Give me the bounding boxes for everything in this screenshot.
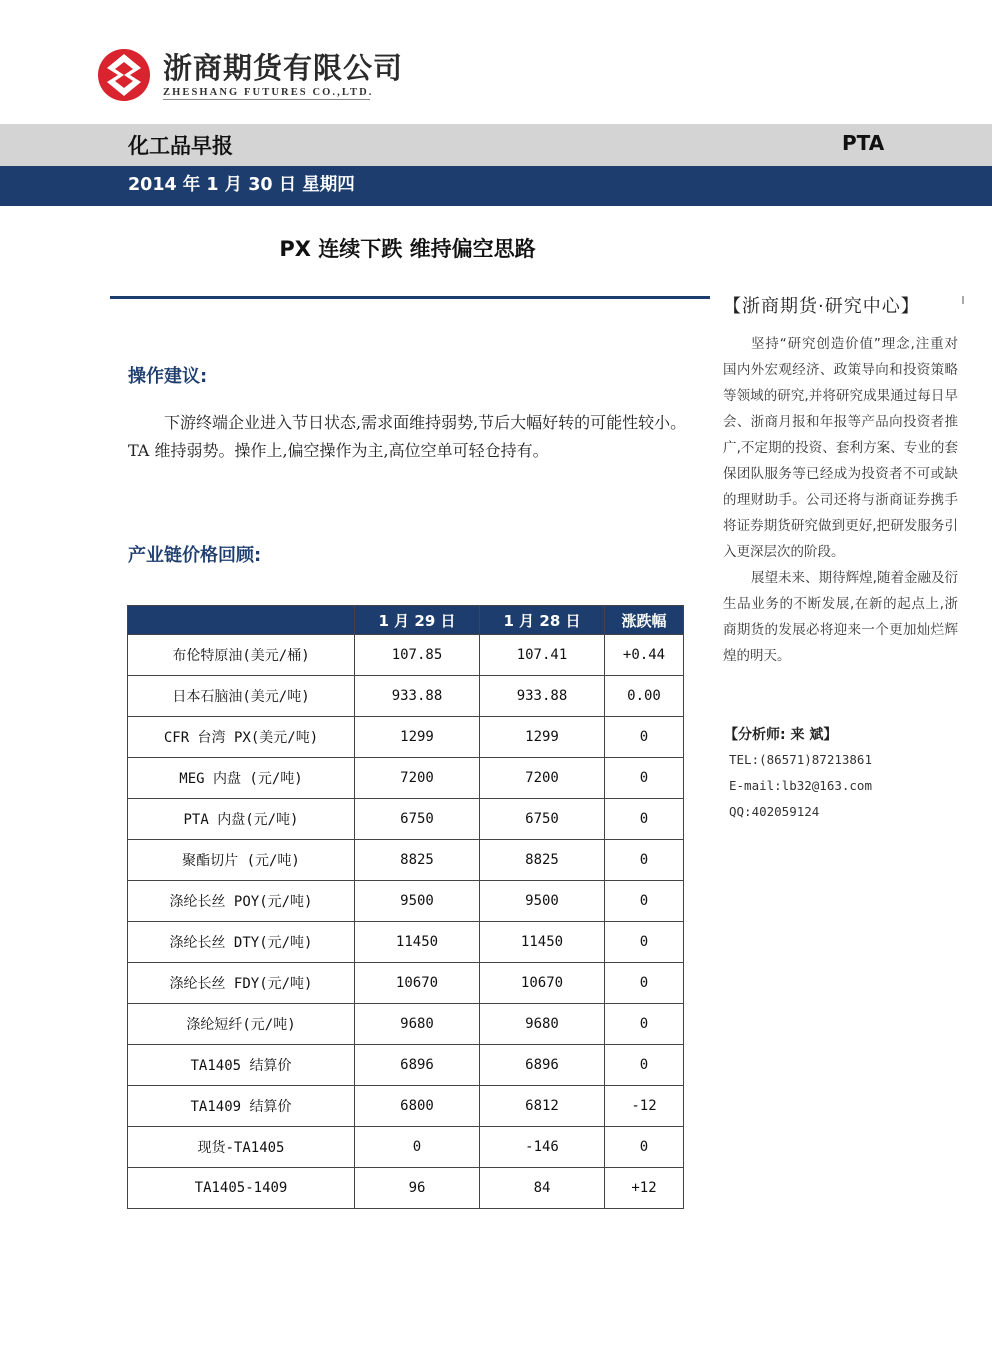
table-row [128, 1086, 684, 1127]
item-cell: 涤纶长丝 POY(元/吨) [128, 881, 355, 922]
jan29-cell: 7200 [355, 758, 480, 799]
table-row [128, 635, 684, 676]
table-row [128, 799, 684, 840]
change-cell: 0.00 [605, 676, 684, 717]
item-cell: 日本石脑油(美元/吨) [128, 676, 355, 717]
sidebar-mark [962, 296, 964, 304]
price-table [127, 605, 684, 1209]
change-cell: 0 [605, 799, 684, 840]
jan29-cell: 6800 [355, 1086, 480, 1127]
jan28-cell: 6812 [480, 1086, 605, 1127]
jan28-cell: 1299 [480, 717, 605, 758]
jan29-cell: 0 [355, 1127, 480, 1168]
header-cell-change: 涨跌幅 [605, 606, 684, 635]
jan28-cell: 7200 [480, 758, 605, 799]
jan29-cell: 96 [355, 1168, 480, 1209]
research-center-para2: 展望未来、期待辉煌,随着金融及衍生品业务的不断发展,在新的起点上,浙商期货的发展必将迎来一个更加灿烂辉煌的明天。 [723, 570, 958, 664]
table-row [128, 963, 684, 1004]
change-cell: +0.44 [605, 635, 684, 676]
report-type: 化工品早报 [128, 134, 233, 158]
jan28-cell: -146 [480, 1127, 605, 1168]
header-cell-jan29: 1 月 29 日 [355, 606, 480, 635]
jan28-cell: 84 [480, 1168, 605, 1209]
table-row [128, 1168, 684, 1209]
table-row [128, 922, 684, 963]
change-cell: 0 [605, 881, 684, 922]
item-cell: 涤纶长丝 FDY(元/吨) [128, 963, 355, 1004]
item-cell: TA1409 结算价 [128, 1086, 355, 1127]
brand-underline [163, 99, 370, 100]
jan29-cell: 8825 [355, 840, 480, 881]
jan29-cell: 6896 [355, 1045, 480, 1086]
zheshang-futures-logo-icon [97, 48, 151, 102]
change-cell: 0 [605, 1004, 684, 1045]
jan28-cell: 933.88 [480, 676, 605, 717]
jan29-cell: 10670 [355, 963, 480, 1004]
jan28-cell: 6750 [480, 799, 605, 840]
jan29-cell: 933.88 [355, 676, 480, 717]
jan28-cell: 8825 [480, 840, 605, 881]
jan28-cell: 107.41 [480, 635, 605, 676]
item-cell: 现货-TA1405 [128, 1127, 355, 1168]
price-review-heading: 产业链价格回顾: [128, 545, 262, 566]
report-title: PX 连续下跌 维持偏空思路 [279, 237, 536, 261]
analyst-name: 【分析师: 来 斌】 [724, 727, 838, 743]
research-center-para1: 坚持“研究创造价值”理念,注重对国内外宏观经济、政策导向和投资策略等领域的研究,并将研究成果通过每日早会、浙商月报和年报等产品向投资者推广,不定期的投资、套利方案、专业的套保团队服务等已经成为投资者不可或缺的理财助手。公司还将与浙商证券携手将证券期货研究做到更好,把研发服务引入更深层次的阶段。 [723, 336, 958, 560]
jan29-cell: 11450 [355, 922, 480, 963]
title-divider [110, 296, 710, 299]
jan28-cell: 10670 [480, 963, 605, 1004]
report-date: 2014 年 1 月 30 日 星期四 [128, 175, 355, 195]
advice-heading: 操作建议: [128, 366, 208, 387]
jan28-cell: 11450 [480, 922, 605, 963]
analyst-tel: TEL:(86571)87213861 [729, 752, 872, 767]
change-cell: 0 [605, 922, 684, 963]
analyst-qq: QQ:402059124 [729, 804, 820, 819]
jan29-cell: 9680 [355, 1004, 480, 1045]
table-row [128, 758, 684, 799]
item-cell: 聚酯切片 (元/吨) [128, 840, 355, 881]
table-row [128, 1004, 684, 1045]
product-name: PTA [842, 131, 885, 155]
item-cell: 布伦特原油(美元/桶) [128, 635, 355, 676]
research-center-title: 【浙商期货·研究中心】 [723, 296, 920, 317]
jan29-cell: 9500 [355, 881, 480, 922]
jan28-cell: 6896 [480, 1045, 605, 1086]
analyst-email: E-mail:lb32@163.com [729, 778, 872, 793]
change-cell: 0 [605, 1045, 684, 1086]
jan28-cell: 9500 [480, 881, 605, 922]
item-cell: 涤纶长丝 DTY(元/吨) [128, 922, 355, 963]
table-row [128, 1045, 684, 1086]
advice-text: 下游终端企业进入节日状态,需求面维持弱势,节后大幅好转的可能性较小。TA 维持弱势。操作上,偏空操作为主,高位空单可轻仓持有。 [128, 413, 687, 460]
jan28-cell: 9680 [480, 1004, 605, 1045]
research-center-description [723, 331, 958, 669]
change-cell: 0 [605, 963, 684, 1004]
change-cell: 0 [605, 758, 684, 799]
change-cell: +12 [605, 1168, 684, 1209]
table-header-row [128, 606, 684, 635]
table-row [128, 1127, 684, 1168]
change-cell: -12 [605, 1086, 684, 1127]
item-cell: TA1405 结算价 [128, 1045, 355, 1086]
table-row [128, 717, 684, 758]
table-row [128, 840, 684, 881]
item-cell: 涤纶短纤(元/吨) [128, 1004, 355, 1045]
table-row [128, 676, 684, 717]
item-cell: TA1405-1409 [128, 1168, 355, 1209]
header-cell-item [128, 606, 355, 635]
jan29-cell: 107.85 [355, 635, 480, 676]
item-cell: MEG 内盘 (元/吨) [128, 758, 355, 799]
item-cell: PTA 内盘(元/吨) [128, 799, 355, 840]
header-cell-jan28: 1 月 28 日 [480, 606, 605, 635]
change-cell: 0 [605, 717, 684, 758]
company-name-en: ZHESHANG FUTURES CO.,LTD. [163, 87, 374, 98]
jan29-cell: 1299 [355, 717, 480, 758]
table-row [128, 881, 684, 922]
change-cell: 0 [605, 840, 684, 881]
change-cell: 0 [605, 1127, 684, 1168]
item-cell: CFR 台湾 PX(美元/吨) [128, 717, 355, 758]
company-name-cn: 浙商期货有限公司 [163, 51, 404, 85]
jan29-cell: 6750 [355, 799, 480, 840]
